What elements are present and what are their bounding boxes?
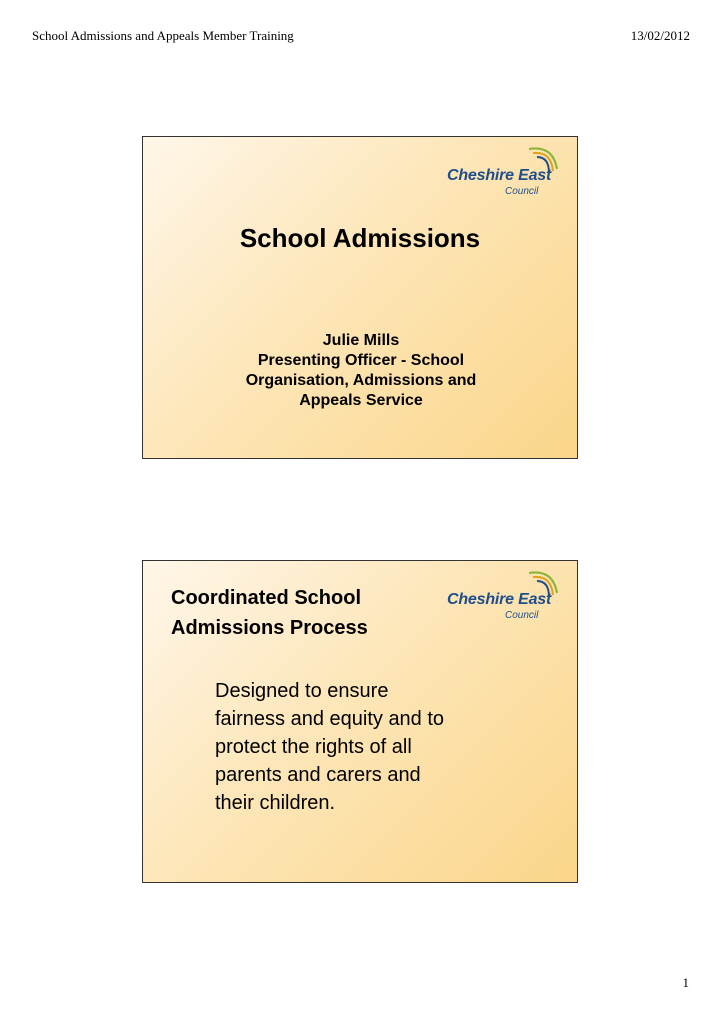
body-line: protect the rights of all (215, 736, 412, 758)
slide-2 (142, 560, 578, 883)
council-logo (447, 149, 559, 209)
council-logo (447, 573, 559, 633)
document-title: School Admissions and Appeals Member Training (32, 28, 294, 43)
presenter-role-line: Organisation, Admissions and (245, 372, 477, 389)
page-number: 1 (682, 975, 689, 990)
presenter-name: Julie Mills (322, 332, 400, 349)
document-date: 13/02/2012 (630, 28, 690, 43)
slide-title (171, 583, 431, 643)
body-line: parents and carers and (215, 764, 421, 786)
slide-1 (142, 136, 578, 459)
slide-title: School Admissions (239, 223, 481, 253)
logo-text: Cheshire East (447, 167, 552, 184)
presenter-role-line: Appeals Service (299, 392, 423, 409)
presenter-role-line: Presenting Officer - School (257, 352, 465, 369)
body-line: Designed to ensure (215, 680, 389, 702)
body-line: fairness and equity and to (215, 708, 445, 730)
slide-body (215, 677, 525, 817)
logo-subtext: Council (505, 186, 539, 197)
slide-title-line: Coordinated School (171, 587, 361, 609)
body-line: their children. (215, 792, 336, 814)
presenter-info (183, 331, 539, 411)
logo-subtext: Council (505, 610, 539, 621)
logo-text: Cheshire East (447, 591, 552, 608)
slide-title-line: Admissions Process (171, 617, 368, 639)
